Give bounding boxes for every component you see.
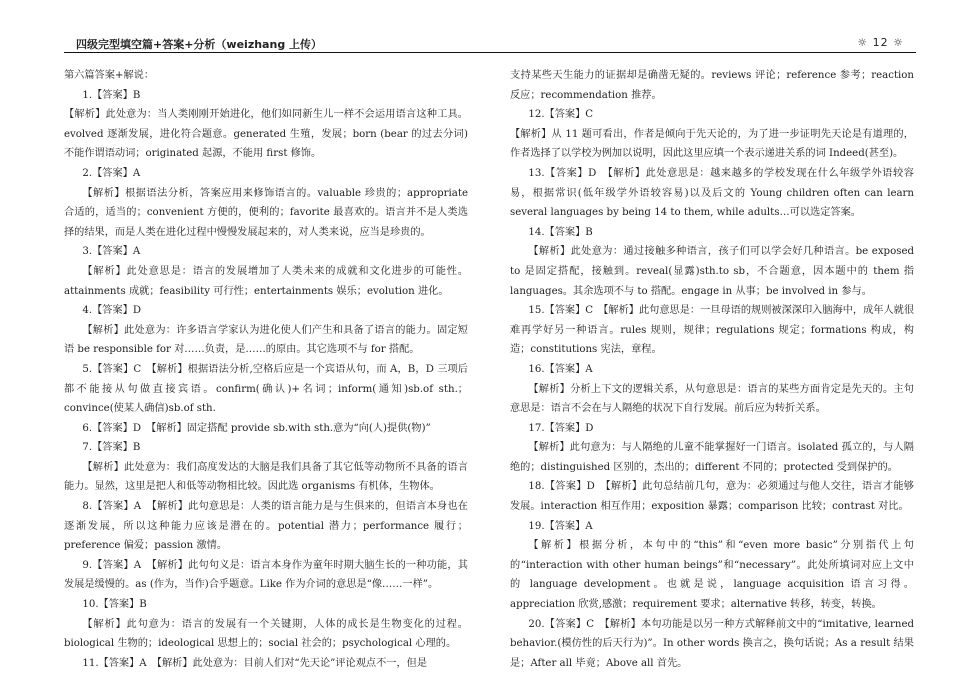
right-column: [510, 66, 914, 673]
section-heading: 第六篇答案+解说：: [64, 70, 155, 81]
answer-paragraph: 20.【答案】C 【解析】本句功能是以另一种方式解释前文中的“imitative, learned behavior.(模仿性的后天行为)”。In other words 换言之，换句话说；As a result 结果是；After all 毕竟；Above all 首先。: [510, 618, 914, 669]
answer-line: 14.【答案】B: [528, 226, 593, 238]
page-header: [64, 36, 916, 53]
explanation-paragraph: 【解析】此句意为：与人隔绝的儿童不能掌握好一门语言。isolated 孤立的，与人隔绝的；distinguished 区别的，杰出的；different 不同的；protected 受到保护的。: [510, 442, 914, 473]
answer-line: 2.【答案】A: [82, 167, 141, 179]
answer-line: 12.【答案】C: [528, 109, 594, 121]
answer-paragraph: 9.【答案】A 【解析】此句句义是：语言本身作为童年时期大脑生长的一种功能，其发展是缓慢的。as (作为，当作)合乎题意。Like 作为介词的意思是“像……一样”。: [64, 559, 468, 591]
explanation-paragraph: 【解析】从 11 题可看出，作者是倾向于先天论的，为了进一步证明先天论是有道理的，作者选择了以学校为例加以说明，因此这里应填一个表示递进关系的词 Indeed(甚至)。: [510, 128, 914, 160]
page-number: ☼ 12 ☼: [857, 36, 904, 49]
answer-paragraph: 18.【答案】D 【解析】此句总结前几句，意为：必须通过与他人交往，语言才能够发展。interaction 相互作用；exposition 暴露；comparison 比较；contrast 对比。: [510, 481, 914, 513]
answer-paragraph: 13.【答案】D 【解析】此处意思是：越来越多的学校发现在什么年级学外语较容易，根据常识(低年级学外语较容易)以及后文的 Young children often can learn several languages by being 14 to them, while adults…可以选定答案。: [510, 167, 914, 219]
answer-paragraph: 8.【答案】A 【解析】此句意思是：人类的语言能力是与生俱来的，但语言本身也在逐渐发展，所以这种能力应该是潜在的。potential 潜力；performance 履行；preference 偏爱；passion 激情。: [64, 501, 468, 552]
answer-line: 17.【答案】D: [528, 422, 594, 434]
answer-paragraph: 6.【答案】D 【解析】固定搭配 provide sb.with sth.意为“向(人)提供(物)”: [82, 422, 431, 434]
explanation-paragraph: 【解析】此处意为：当人类刚刚开始进化，他们如同新生儿一样不会运用语言这种工具。evolved 逐渐发展，进化符合题意。generated 生殖，发展；born (bear 的过去分词)不能作谓语动词；originated 起源，不能用 first 修饰。: [64, 109, 468, 160]
explanation-paragraph: 【解析】根据语法分析，答案应用来修饰语言的。valuable 珍贵的；appropriate 合适的，适当的；convenient 方便的，便利的；favorite 最喜欢的。语言并不是人类选择的结果，而是人类在进化过程中慢慢发展起来的，对人类来说，应当是珍贵的。: [64, 187, 468, 238]
explanation-paragraph: 【解析】分析上下文的逻辑关系，从句意思是：语言的某些方面肯定是先天的。主句意思是：语言不会在与人隔绝的状况下自行发展。前后应为转折关系。: [510, 383, 914, 415]
explanation-continuation: 支持某些天生能力的证据却是确凿无疑的。reviews 评论；reference 参考；reaction 反应；recommendation 推荐。: [510, 70, 914, 101]
answer-line: 1.【答案】B: [82, 89, 141, 101]
answer-paragraph: 15.【答案】C 【解析】此句意思是：一旦母语的规则被深深印入脑海中，成年人就很难再学好另一种语言。rules 规则，规律；regulations 规定；formations 构成，构造；constitutions 宪法，章程。: [510, 305, 915, 356]
explanation-paragraph: 【解析】此处意为：通过接触多种语言，孩子们可以学会好几种语言。be exposed to 是固定搭配，接触到。reveal(显露)sth.to sb，不合题意，因本题中的 them 指 languages。其余选项不与 to 搭配。engage in 从事；be involved in 参与。: [510, 246, 914, 297]
header-title: 四级完型填空篇+答案+分析（weizhang 上传）: [76, 38, 323, 51]
explanation-paragraph: 【解析】此句意为：语言的发展有一个关键期，人体的成长是生物变化的过程。biological 生物的；ideological 思想上的；social 社会的；psychological 心理的。: [64, 618, 468, 650]
answer-line: 16.【答案】A: [528, 363, 593, 375]
explanation-paragraph: 【解析】此处意为：我们高度发达的大脑是我们具备了其它低等动物所不具备的语言能力。显然，这里是把人和低等动物相比较。因此选 organisms 有机体，生物体。: [64, 461, 468, 493]
explanation-paragraph: 【解析】此处意为：许多语言学家认为进化使人们产生和具备了语言的能力。固定短语 be responsible for 对……负责，是……的原由。其它选项不与 for 搭配。: [64, 324, 468, 356]
left-column: [64, 66, 468, 673]
answer-paragraph: 11.【答案】A 【解析】此处意为：目前人们对“先天论”评论观点不一，但是: [82, 657, 428, 669]
explanation-paragraph: 【解析】此处意思是：语言的发展增加了人类未来的成就和文化进步的可能性。attainments 成就；feasibility 可行性；entertainments 娱乐；evolution 进化。: [64, 265, 468, 297]
answer-line: 19.【答案】A: [528, 520, 593, 532]
answer-paragraph: 5.【答案】C 【解析】根据语法分析,空格后应是一个宾语从句，而 A，B，D 三项后都不能接从句做直接宾语。confirm(确认)+名词；inform(通知)sb.of sth.；convince(使某人确信)sb.of sth.: [64, 363, 468, 415]
answer-line: 7.【答案】B: [82, 442, 141, 454]
answer-line: 10.【答案】B: [82, 599, 147, 611]
answer-line: 3.【答案】A: [82, 246, 141, 258]
explanation-paragraph: 【解析】根据分析，本句中的“this”和“even more basic”分别指代上句的“interaction with other human beings”和“necessary”。此处所填词对应上文中的 language development。也就是说，language acquisition 语言习得。appreciation 欣赏,感激；requirement 要求；alternative 转移，转变，转换。: [510, 540, 914, 611]
answer-line: 4.【答案】D: [82, 305, 141, 317]
